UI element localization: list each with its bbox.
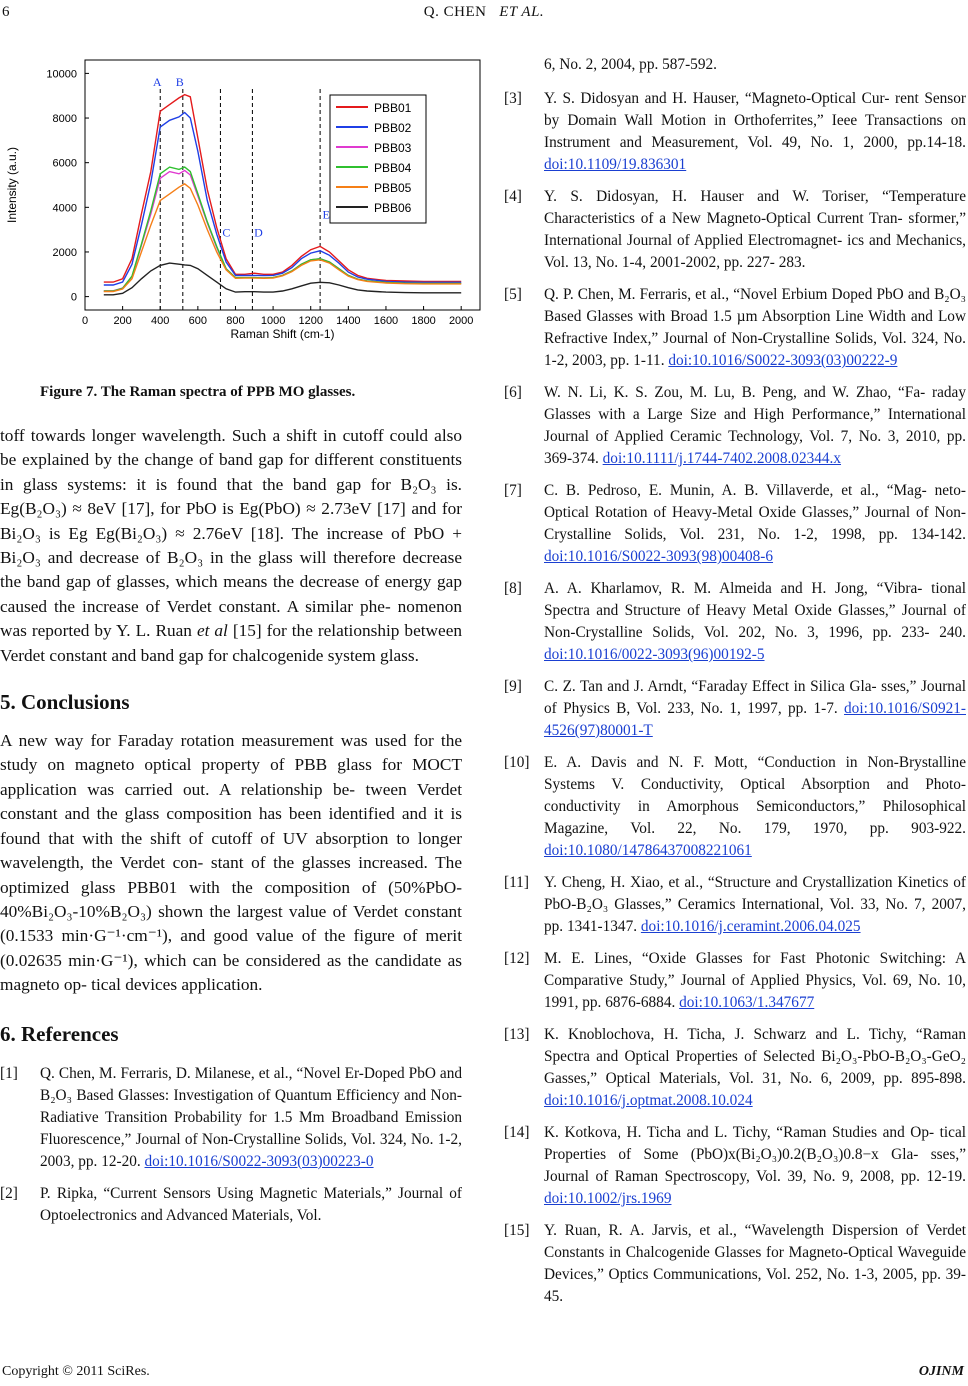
reference-2-continuation: 6, No. 2, 2004, pp. 587-592.	[544, 56, 717, 73]
series-line-pbb06	[104, 263, 461, 295]
reference-body	[544, 948, 966, 1014]
reference-item	[504, 186, 966, 274]
reference-number: [5]	[504, 286, 522, 303]
x-tick-label: 1000	[260, 315, 286, 327]
reference-text: Y. S. Didosyan and H. Hauser, “Magneto-Optical Cur- rent Sensor by Domain Wall Motion in Orthoferrites,” Ieee Transactions on Instrument and Measurement, Vol. 49, No. 1, 2000, pp.14-18.	[544, 90, 966, 151]
reference-text: C. B. Pedroso, E. Munin, A. B. Villaverde, et al., “Mag- neto-Optical Rotation of Heavy-Metal Oxide Glasses,” Journal of Non-Crystalline Solids, Vol. 231, No. 1-2, 1998, pp. 134-142.	[544, 482, 966, 543]
x-axis-label: Raman Shift (cm-1)	[230, 327, 335, 341]
doi-link[interactable]: doi:10.1016/S0022-3093(03)00222-9	[668, 352, 898, 369]
reference-body	[40, 1063, 462, 1173]
running-head-etal: ET AL.	[499, 4, 545, 20]
reference-text: K. Knoblochova, H. Ticha, J. Schwarz and L. Tichy, “Raman Spectra and Optical Properties of Selected Bi₂O₃-PbO-B₂O₃-GeO₂ Gasses,” Optical Materials, Vol. 31, No. 6, 2009, pp. 895-898.	[544, 1026, 966, 1087]
reference-number: [9]	[504, 678, 522, 695]
reference-text: Q. Chen, M. Ferraris, D. Milanese, et al., “Novel Er-Doped PbO and B₂O₃ Based Glasses: Investigation of Quantum Efficiency and Non-Radiative Transition Probability for 1.5 Mm Broadband Emission Fluorescence,” Journal of Non-Crystalline Solids, Vol. 324, No. 1-2, 2003, pp. 12-20.	[40, 1064, 462, 1170]
reference-number: [7]	[504, 482, 522, 499]
doi-link[interactable]: doi:10.1016/S0022-3093(98)00408-6	[544, 548, 774, 565]
body-paragraph-cutoff-tail: [15] for the relationship between Verdet constant and band gap for chalcogenide system glass.	[0, 621, 463, 665]
reference-item	[0, 1063, 462, 1173]
reference-body	[544, 1220, 966, 1308]
legend-label: PBB04	[374, 161, 412, 175]
reference-body	[544, 284, 966, 372]
doi-link[interactable]: doi:10.1111/j.1744-7402.2008.02344.x	[602, 450, 842, 467]
annotation-label: A	[152, 75, 162, 89]
reference-number: [13]	[504, 1026, 530, 1043]
reference-body	[544, 676, 966, 742]
doi-link[interactable]: doi:10.1002/jrs.1969	[544, 1190, 672, 1207]
reference-body	[544, 186, 966, 274]
doi-link[interactable]: doi:10.1080/14786437008221061	[544, 842, 752, 859]
reference-text: M. E. Lines, “Oxide Glasses for Fast Photonic Switching: A Comparative Study,” Journal of Applied Physics, Vol. 69, No. 10, 1991, pp. 6876-6884.	[544, 950, 966, 1011]
reference-body	[544, 480, 966, 568]
y-tick-label: 2000	[52, 246, 77, 259]
figure-caption: Figure 7. The Raman spectra of PPB MO glasses.	[40, 384, 356, 400]
reference-item	[504, 872, 966, 938]
right-column	[504, 54, 966, 1318]
x-tick-label: 400	[151, 315, 170, 327]
reference-body	[544, 1122, 966, 1210]
reference-item	[504, 948, 966, 1014]
doi-link[interactable]: doi:10.1016/S0022-3093(03)00223-0	[144, 1152, 374, 1170]
doi-link[interactable]: doi:10.1016/S0921-4526(97)80001-T	[544, 700, 966, 739]
x-tick-label: 1600	[373, 315, 399, 327]
reference-body	[544, 1024, 966, 1112]
annotation-label: E	[322, 207, 330, 222]
legend-label: PBB01	[374, 101, 412, 115]
body-paragraph-cutoff-text: toff towards longer wavelength. Such a shift in cutoff could also be explained by the change of band gap for different constituents in glass systems: it is found that the band gap for B₂O₃ is. Eg(B₂O₃) ≈ 8eV [17], for PbO is Eg(PbO) ≈ 2.73eV [17] and for Bi₂O₃ is Eg Eg(Bi₂O₃) ≈ 2.76eV [18]. The increase of PbO + Bi₂O₃ and decrease of B₂O₃ in the glass will therefore decrease the band gap of glasses, which means the decrease of energy gap caused the increase of Verdet constant. A similar phe- nomenon was reported by Y. L. Ruan	[0, 426, 462, 641]
conclusions-paragraph: A new way for Faraday rotation measurement was used for the study on magneto optical property of PBB glass for MOCT application was carried out. A relationship be- tween Verdet constant and the glass composition has been identified and it is found that with the shift of cutoff of UV absorption to longer wavelength, the Verdet con- stant of the glasses increased. The optimized glass PBB01 with the composition of (50%PbO-40%Bi₂O₃-10%B₂O₃) shown the largest value of Verdet constant (0.1533 min·G⁻¹·cm⁻¹), and good value of the figure of merit (0.02635 min·G⁻¹), which can be considered as the candidate as magneto op- tical devices application.	[0, 731, 462, 995]
reference-item	[504, 382, 966, 470]
conclusions-heading: 5. Conclusions	[0, 690, 130, 715]
reference-body	[40, 1183, 462, 1227]
x-tick-label: 1800	[411, 315, 436, 327]
reference-item	[504, 1220, 966, 1308]
reference-number: [6]	[504, 384, 522, 401]
reference-body	[544, 382, 966, 470]
y-tick-label: 6000	[52, 157, 77, 170]
reference-item	[504, 578, 966, 666]
x-tick-label: 800	[226, 315, 245, 327]
raman-spectra-chart	[0, 52, 492, 370]
x-tick-label: 0	[81, 315, 89, 327]
reference-text: Y. S. Didosyan, H. Hauser and W. Toriser, “Temperature Characteristics of a New Magneto-Optical Current Tran- sformer,” International Journal of Applied Electromagnet- ics and Mechanics, Vol. 13, No. 1-4, 2001-2002, pp. 227- 283.	[544, 188, 966, 271]
reference-number: [14]	[504, 1124, 530, 1141]
reference-item	[504, 752, 966, 862]
reference-number: [3]	[504, 90, 522, 107]
legend-label: PBB05	[374, 181, 412, 195]
reference-text: C. Z. Tan and J. Arndt, “Faraday Effect in Silica Gla- sses,” Journal of Physics B, Vol. 233, No. 1, 1997, pp. 1-7.	[544, 678, 966, 717]
x-tick-label: 600	[188, 315, 208, 327]
y-tick-label: 8000	[52, 113, 77, 126]
y-tick-label: 4000	[52, 202, 77, 215]
reference-text: A. A. Kharlamov, R. M. Almeida and H. Jong, “Vibra- tional Spectra and Structure of Heavy Metal Oxide Glasses,” Journal of Non-Crystalline Solids, Vol. 202, No. 3, 1996, pp. 233- 240.	[544, 580, 966, 641]
doi-link[interactable]: doi:10.1016/0022-3093(96)00192-5	[544, 646, 765, 663]
references-list-left	[0, 1063, 462, 1227]
legend-label: PBB02	[374, 121, 412, 135]
reference-number: [1]	[0, 1064, 18, 1082]
reference-number: [15]	[504, 1222, 530, 1239]
footer-copyright: Copyright © 2011 SciRes.	[2, 1364, 150, 1379]
doi-link[interactable]: doi:10.1016/j.optmat.2008.10.024	[544, 1092, 753, 1109]
reference-text: W. N. Li, K. S. Zou, M. Lu, B. Peng, and W. Zhao, “Fa- raday Glasses with a Large Size and High Performance,” International Journal of Applied Ceramic Technology, Vol. 7, No. 3, 2010, pp. 369-374.	[544, 384, 966, 467]
reference-item	[504, 676, 966, 742]
annotation-label: D	[254, 225, 263, 240]
reference-item	[504, 1122, 966, 1210]
annotation-label: B	[175, 75, 184, 89]
y-tick-label: 0	[70, 291, 77, 304]
reference-text: P. Ripka, “Current Sensors Using Magnetic Materials,” Journal of Optoelectronics and Advanced Materials, Vol.	[40, 1184, 462, 1224]
reference-number: [8]	[504, 580, 522, 597]
legend-label: PBB06	[374, 201, 412, 215]
reference-number: [4]	[504, 188, 522, 205]
references-heading: 6. References	[0, 1021, 119, 1046]
running-head	[0, 4, 968, 21]
doi-link[interactable]: doi:10.1109/19.836301	[544, 156, 687, 173]
reference-text: Q. P. Chen, M. Ferraris, et al., “Novel Erbium Doped PbO and B₂O₃ Based Glasses with Broad 1.5 µm Absorption Line Width and Low Refractive Index,” Journal of Non-Crystalline Solids, Vol. 324, No. 1-2, 2003, pp. 1-11.	[544, 286, 966, 369]
x-tick-label: 1400	[336, 315, 361, 327]
running-head-authors: Q. CHEN	[423, 4, 487, 20]
references-list-right	[504, 88, 966, 1308]
reference-body	[544, 578, 966, 666]
y-tick-label: 10000	[46, 68, 77, 81]
reference-text: Y. Cheng, H. Xiao, et al., “Structure and Crystallization Kinetics of PbO-B₂O₃ Glasses,” Ceramics International, Vol. 33, No. 7, 2007, pp. 1341-1347.	[544, 874, 966, 935]
reference-body	[544, 752, 966, 862]
reference-text: E. A. Davis and N. F. Mott, “Conduction in Non-Brystalline Systems V. Conductivity, Optical Absorption and Photo- conductivity in Amorphous Semiconductors,” Philosophical Magazine, Vol. 22, No. 179, 1970, pp. 903-922.	[544, 754, 966, 837]
reference-item	[504, 284, 966, 372]
reference-text: Y. Ruan, R. A. Jarvis, et al., “Wavelength Dispersion of Verdet Constants in Chalcogenide Glasses for Magneto-Optical Waveguide Devices,” Optics Communications, Vol. 252, No. 1-3, 2005, pp. 39-45.	[544, 1222, 966, 1305]
annotation-label: C	[222, 225, 231, 240]
y-axis-label: Intensity (a.u.)	[5, 146, 19, 224]
doi-link[interactable]: doi:10.1063/1.347677	[679, 994, 815, 1011]
body-paragraph-cutoff	[0, 424, 462, 668]
reference-body	[544, 872, 966, 938]
footer-journal: OJINM	[918, 1364, 964, 1379]
reference-number: [10]	[504, 754, 530, 771]
doi-link[interactable]: doi:10.1016/j.ceramint.2006.04.025	[640, 918, 861, 935]
x-tick-label: 1200	[298, 315, 323, 327]
reference-item	[504, 480, 966, 568]
x-tick-label: 200	[113, 315, 132, 327]
reference-number: [11]	[504, 874, 529, 891]
body-etal: et al	[196, 621, 228, 641]
reference-text: K. Kotkova, H. Ticha and L. Tichy, “Raman Studies and Op- tical Properties of Some (PbO)x(Bi₂O₃)0.2(B₂O₃)0.8−x Gla- sses,” Journal of Raman Spectroscopy, Vol. 39, No. 9, 2008, pp. 12-19.	[544, 1124, 966, 1185]
left-column	[0, 424, 462, 1237]
reference-item	[504, 88, 966, 176]
legend-label: PBB03	[374, 141, 412, 155]
reference-item	[504, 1024, 966, 1112]
reference-item	[0, 1183, 462, 1227]
reference-body	[544, 88, 966, 176]
reference-number: [2]	[0, 1184, 18, 1202]
page-number: 6	[2, 4, 10, 20]
reference-number: [12]	[504, 950, 530, 967]
x-tick-label: 2000	[448, 315, 474, 327]
